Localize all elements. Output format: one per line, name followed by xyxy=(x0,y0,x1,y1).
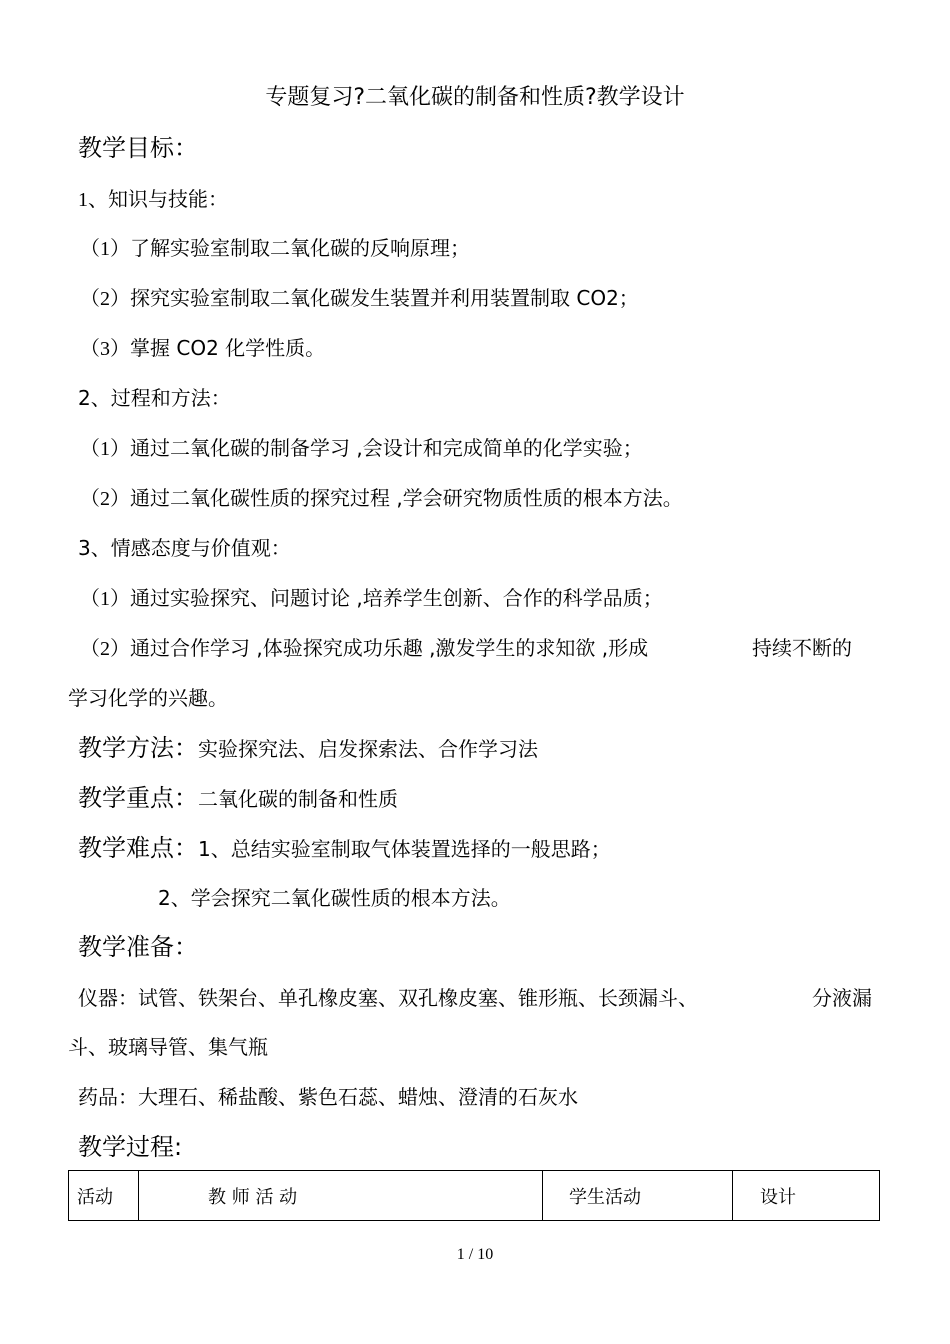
item-number: （2） xyxy=(80,638,130,660)
item-text: 探究实验室制取二氧化碳发生装置并利用装置制取 CO2； xyxy=(130,286,639,310)
item-text-continuation: 持续不断的 xyxy=(752,636,852,660)
item-text: 通过实验探究、问题讨论 ,培养学生创新、合作的科学品质； xyxy=(130,586,663,610)
item-text: 通过合作学习 ,体验探究成功乐趣 ,激发学生的求知欲 ,形成 xyxy=(130,636,649,660)
item-number: （1） xyxy=(80,438,130,460)
header-cell-student: 学生活动 xyxy=(543,1171,733,1221)
item-number: （1） xyxy=(80,238,130,260)
item-text: 掌握 CO2 化学性质。 xyxy=(130,336,326,360)
teaching-method-label: 教学方法： xyxy=(78,734,198,762)
key-points-label: 教学重点： xyxy=(78,784,198,812)
item-text: 通过二氧化碳的制备学习 ,会设计和完成简单的化学实验； xyxy=(130,436,643,460)
process-method-heading: 2、过程和方法： xyxy=(78,386,231,410)
preparation-heading: 教学准备： xyxy=(78,933,198,961)
knowledge-skills-line xyxy=(78,186,228,213)
item-number: （2） xyxy=(80,288,130,310)
goal-item xyxy=(80,285,639,312)
goals-heading: 教学目标： xyxy=(78,134,198,162)
goal-item xyxy=(80,585,663,612)
header-cell-teacher: 教 师 活 动 xyxy=(139,1171,543,1221)
difficult-points-label: 教学难点： xyxy=(78,834,198,862)
item-text: 通过二氧化碳性质的探究过程 ,学会研究物质性质的根本方法。 xyxy=(130,486,683,510)
goal-item xyxy=(80,485,683,512)
instruments-line: 仪器：试管、铁架台、单孔橡皮塞、双孔橡皮塞、锥形瓶、长颈漏斗、 xyxy=(78,986,698,1010)
goal-item xyxy=(80,335,325,362)
knowledge-skills-number: 1 xyxy=(78,189,88,211)
attitude-values-heading: 3、情感态度与价值观： xyxy=(78,536,291,560)
key-points xyxy=(78,783,398,813)
goal-item xyxy=(80,435,643,462)
teaching-process-table xyxy=(68,1170,880,1221)
item-text-wrap: 学习化学的兴趣。 xyxy=(68,686,228,710)
item-number: （1） xyxy=(80,588,130,610)
difficult-points xyxy=(78,833,611,863)
item-text: 了解实验室制取二氧化碳的反响原理； xyxy=(130,236,470,260)
knowledge-skills-label: 、知识与技能： xyxy=(88,187,228,211)
goal-item xyxy=(80,635,648,662)
item-number: （3） xyxy=(80,338,130,360)
instruments-wrap: 斗、玻璃导管、集气瓶 xyxy=(68,1035,268,1059)
teaching-method xyxy=(78,733,538,763)
difficult-points-second: 2、学会探究二氧化碳性质的根本方法。 xyxy=(158,886,511,910)
header-cell-activity: 活动 xyxy=(69,1171,139,1221)
process-heading: 教学过程: xyxy=(78,1133,183,1161)
key-points-value: 二氧化碳的制备和性质 xyxy=(198,787,398,811)
header-cell-design: 设计 xyxy=(733,1171,880,1221)
item-number: （2） xyxy=(80,488,130,510)
document-title: 专题复习?二氧化碳的制备和性质?教学设计 xyxy=(265,85,685,110)
reagents-line: 药品：大理石、稀盐酸、紫色石蕊、蜡烛、澄清的石灰水 xyxy=(78,1085,578,1109)
instruments-continuation: 分液漏 xyxy=(812,986,872,1010)
page-number: 1 / 10 xyxy=(456,1246,494,1263)
table-header-row xyxy=(69,1171,880,1221)
goal-item xyxy=(80,235,470,262)
teaching-method-value: 实验探究法、启发探索法、合作学习法 xyxy=(198,737,538,761)
difficult-points-value: 1、总结实验室制取气体装置选择的一般思路； xyxy=(198,837,611,861)
